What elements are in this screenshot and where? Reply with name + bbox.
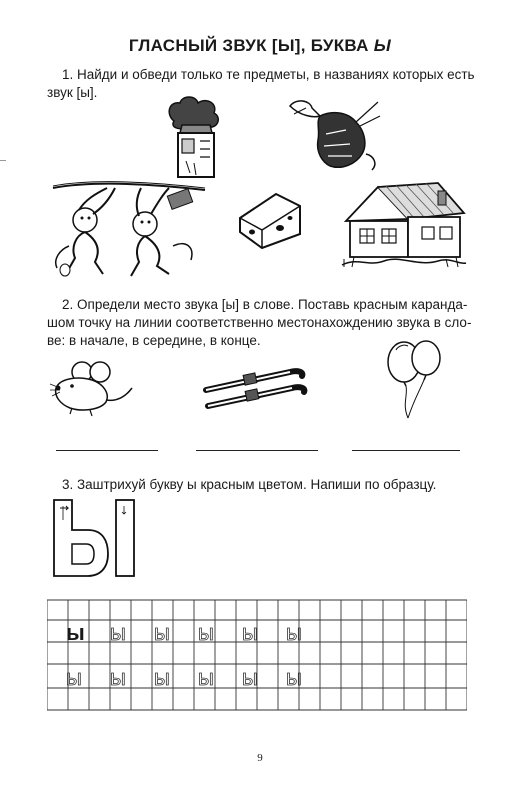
title-letter: Ы xyxy=(373,36,392,55)
trace-letter: ы xyxy=(242,620,258,645)
trace-letter: ы xyxy=(110,665,126,690)
cheese-icon xyxy=(236,188,304,252)
task-1-line-2: звук [ы]. xyxy=(47,85,98,100)
title-text: ГЛАСНЫЙ ЗВУК [Ы], БУКВА xyxy=(128,36,374,55)
trace-letter: ы xyxy=(286,665,302,690)
skis-icon xyxy=(200,366,308,416)
trace-letter: ы xyxy=(154,665,170,690)
monkeys-icon xyxy=(45,176,210,280)
task-2-line-1: 2. Определи место звука [ы] в слове. Поставь красным каранда- xyxy=(62,297,468,312)
trace-letter: ы xyxy=(198,620,214,645)
sample-letter: ы xyxy=(66,620,85,645)
page-title xyxy=(0,36,520,56)
smoking-pipe-icon xyxy=(160,93,232,185)
task-2-line-2: шом точку на линии соответственно местонахождению звука в сло- xyxy=(47,315,472,330)
trace-letter: ы xyxy=(286,620,302,645)
house-icon xyxy=(338,175,468,271)
trace-letter: ы xyxy=(110,620,126,645)
trace-letter: ы xyxy=(242,665,258,690)
writing-grid[interactable] xyxy=(47,598,467,718)
trace-letter: ы xyxy=(66,665,82,690)
answer-line-1[interactable] xyxy=(56,450,158,451)
balloons-icon xyxy=(378,338,454,422)
mouse-icon xyxy=(44,358,134,420)
task-1-line-1: 1. Найди и обведи только те предметы, в названиях которых есть xyxy=(62,67,475,82)
answer-line-3[interactable] xyxy=(352,450,460,451)
scan-edge-mark xyxy=(0,160,6,161)
task-2-line-3: ве: в начале, в середине, в конце. xyxy=(47,333,261,348)
letter-y-outline-icon xyxy=(50,496,142,582)
page-number: 9 xyxy=(257,752,263,764)
answer-line-2[interactable] xyxy=(196,450,318,451)
trace-letter: ы xyxy=(154,620,170,645)
trace-letter: ы xyxy=(198,665,214,690)
task-3-text: 3. Заштрихуй букву ы красным цветом. Напиши по образцу. xyxy=(62,477,437,492)
crayfish-icon xyxy=(286,94,382,176)
